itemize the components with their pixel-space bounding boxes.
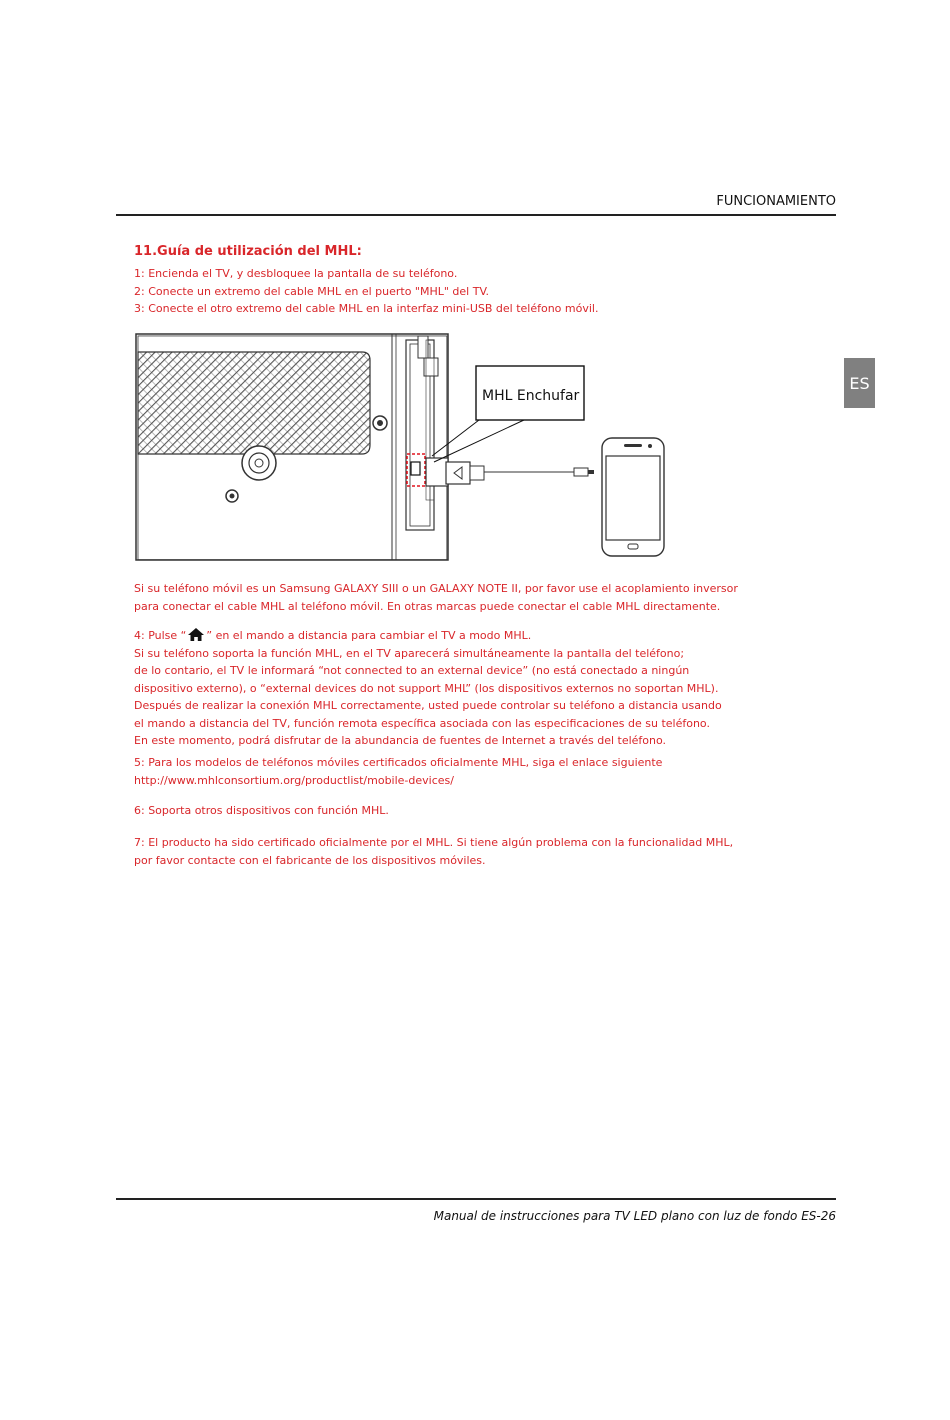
step-4-suffix: ” en el mando a distancia para cambiar el TV a modo MHL. [206, 629, 532, 642]
step-7 [134, 834, 774, 869]
note-line: Si su teléfono móvil es un Samsung GALAXY SIII o un GALAXY NOTE II, por favor use el acoplamiento inversor [134, 582, 738, 595]
page-footer: Manual de instrucciones para TV LED plano con luz de fondo ES-26 [433, 1209, 836, 1223]
step-4-line: En este momento, podrá disfrutar de la abundancia de fuentes de Internet a través del teléfono. [134, 734, 667, 747]
step-4-line: Si su teléfono soporta la función MHL, en el TV aparecerá simultáneamente la pantalla del teléfono; [134, 646, 685, 660]
step-line: 1: Encienda el TV, y desbloquee la pantalla de su teléfono. [134, 267, 458, 280]
section-heading: 11.Guía de utilización del MHL: [134, 244, 362, 259]
step-6 [134, 802, 774, 820]
language-tab-label: ES [849, 373, 870, 393]
step-line: 2: Conecte un extremo del cable MHL en el puerto "MHL" del TV. [134, 284, 490, 298]
micro-usb-plug [574, 468, 588, 476]
step-5 [134, 754, 774, 789]
step-4-line: Después de realizar la conexión MHL correctamente, usted puede controlar su teléfono a distancia usando [134, 699, 722, 712]
footer-rule [116, 1198, 836, 1200]
note-line: para conectar el cable MHL al teléfono móvil. En otras marcas puede conectar el cable MHL directamente. [134, 599, 721, 613]
mobile-phone [602, 438, 664, 556]
step-4-line: dispositivo externo), o “external devices do not support MHL” (los dispositivos externos no soportan MHL). [134, 681, 719, 695]
samsung-note [134, 580, 774, 615]
header-rule [116, 214, 836, 216]
section-intro [134, 244, 774, 318]
step-5-line: 5: Para los modelos de teléfonos móviles certificados oficialmente MHL, siga el enlace siguiente [134, 756, 663, 769]
callout [432, 366, 584, 462]
step-4-line: el mando a distancia del TV, función remota específica asociada con las especificaciones de su teléfono. [134, 716, 710, 730]
step-7-line: por favor contacte con el fabricante de los dispositivos móviles. [134, 853, 486, 867]
page-header-section: FUNCIONAMIENTO [716, 194, 836, 209]
step-4-prefix: 4: Pulse “ [134, 629, 187, 642]
mhl-port [411, 462, 420, 475]
step-line: 3: Conecte el otro extremo del cable MHL en la interfaz mini-USB del teléfono móvil. [134, 302, 599, 315]
step-4 [134, 627, 774, 750]
step-6-line: 6: Soporta otros dispositivos con función MHL. [134, 804, 389, 817]
mhl-connection-diagram [134, 330, 674, 566]
callout-label: MHL Enchufar [482, 388, 580, 404]
step-4-line: de lo contario, el TV le informará “not connected to an external device” (no está conectado a ningún [134, 664, 690, 677]
step-7-line: 7: El producto ha sido certificado oficialmente por el MHL. Si tiene algún problema con la funcionalidad MHL, [134, 836, 734, 849]
language-tab [844, 358, 875, 408]
step-4-title [134, 627, 774, 645]
home-icon [188, 628, 204, 641]
mhl-link[interactable]: http://www.mhlconsortium.org/productlist/mobile-devices/ [134, 773, 454, 787]
tv-back-panel [136, 334, 448, 560]
